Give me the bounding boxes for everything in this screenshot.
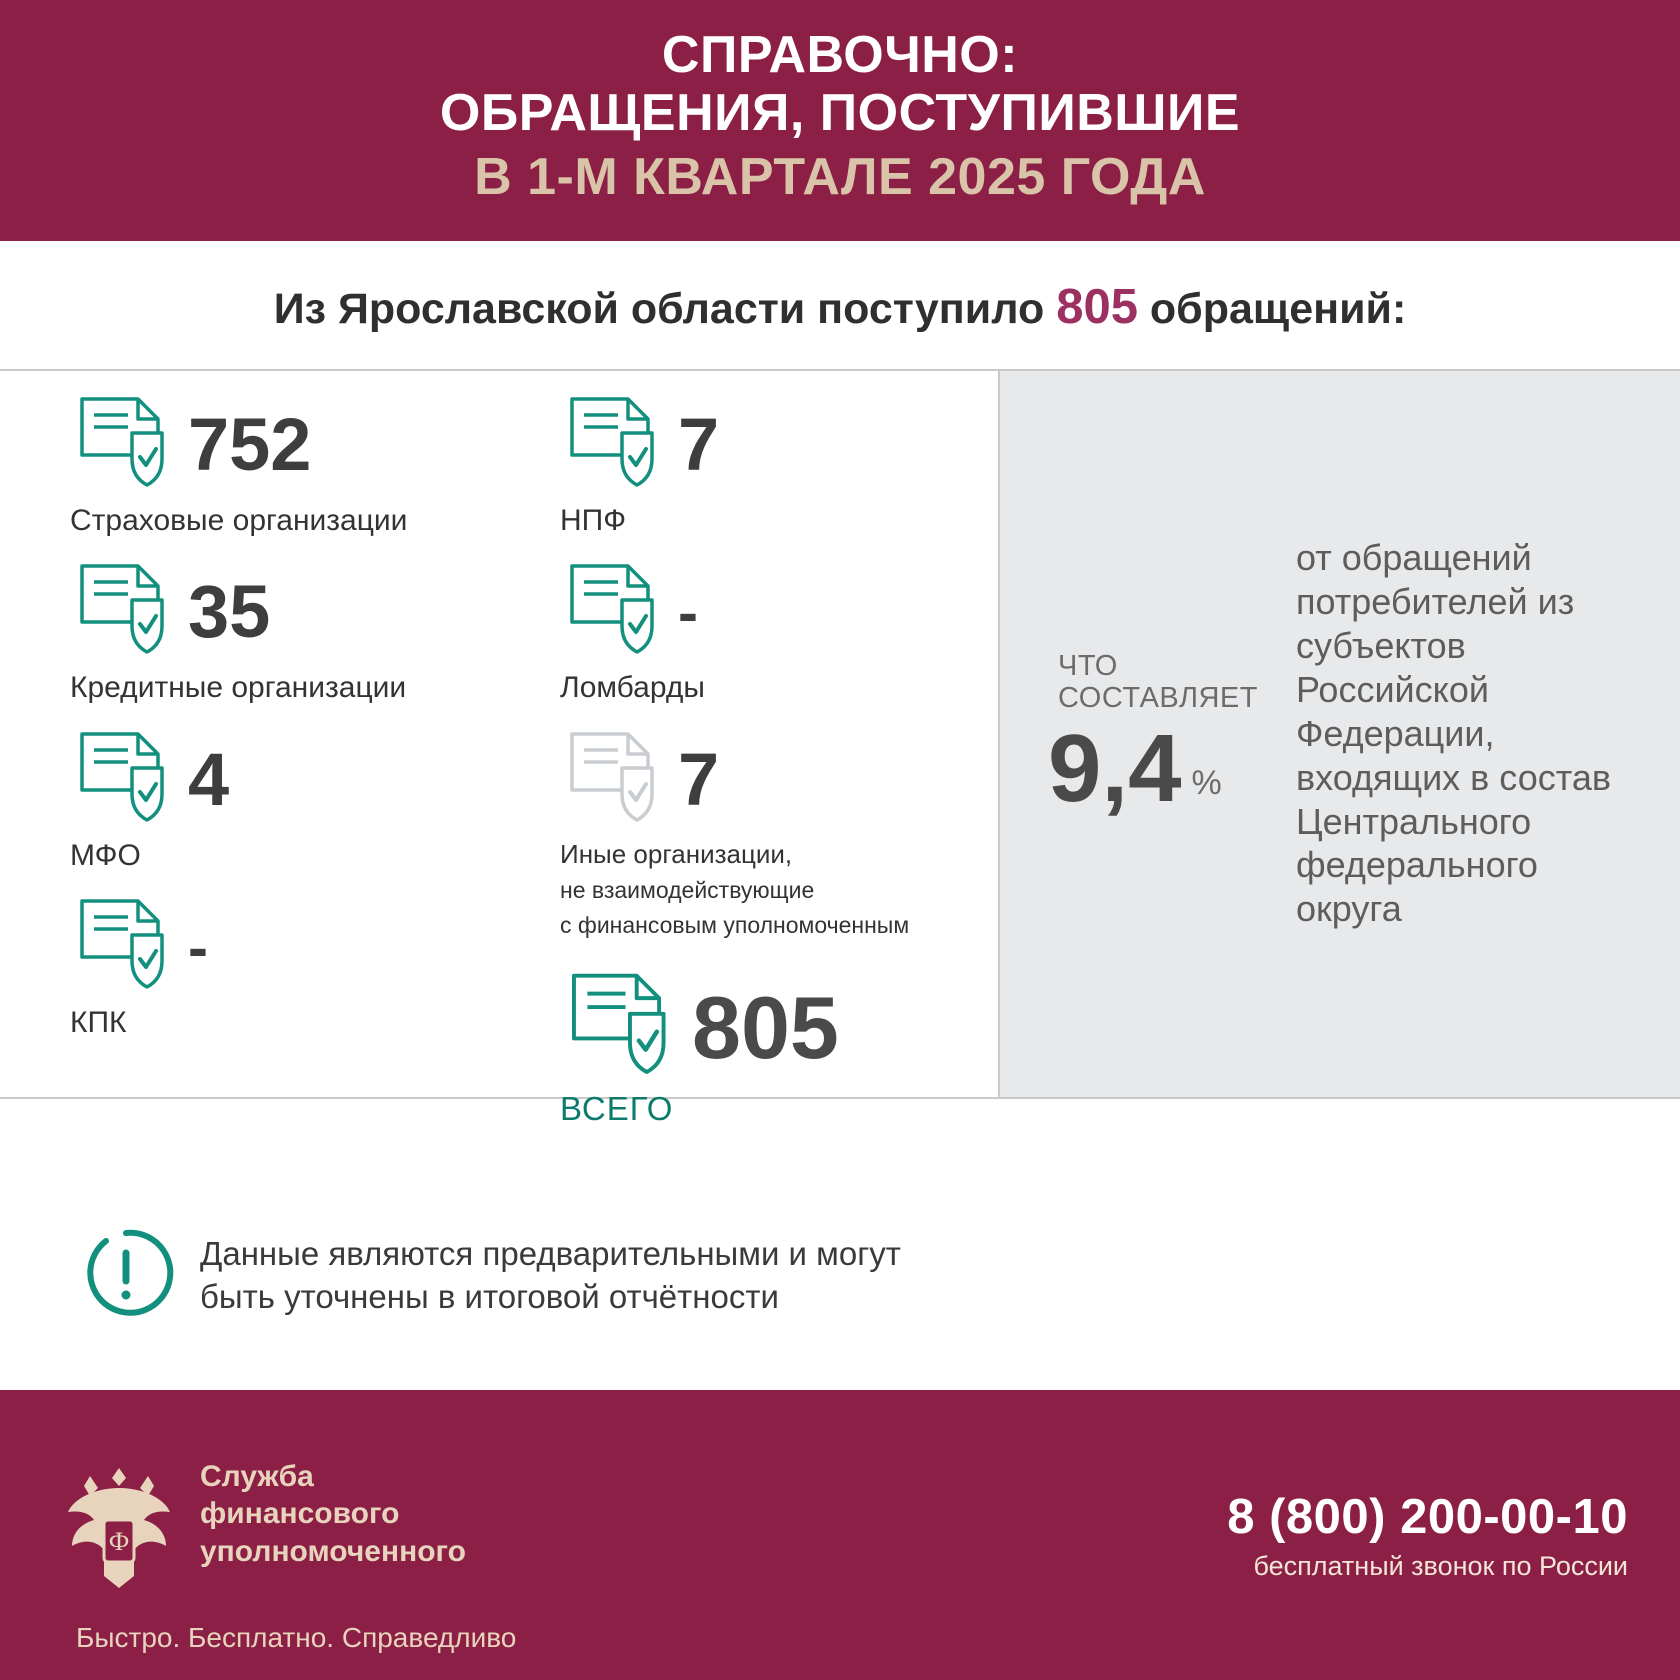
disclaimer-line-1: Данные являются предварительными и могут <box>200 1234 901 1272</box>
percent-sign: % <box>1191 763 1222 802</box>
stat-npf <box>560 393 990 539</box>
header-line-1: СПРАВОЧНО: <box>661 26 1019 84</box>
brand-line-1: Служба <box>200 1459 314 1493</box>
stat-credit-value: 35 <box>188 570 271 654</box>
document-shield-check-icon <box>70 895 178 1000</box>
share-description: от обращений потребителей из субъектов Российской Федерации, входящих в состав Центрального федерального округа <box>1296 537 1611 930</box>
document-shield-check-icon <box>560 969 682 1086</box>
share-caption-line2: СОСТАВЛЯЕТ <box>1058 681 1258 714</box>
stat-total <box>560 969 990 1128</box>
stat-pawnshops <box>560 560 990 706</box>
contact-block <box>1227 1489 1640 1582</box>
document-shield-check-icon <box>70 393 178 498</box>
exclamation-circle-icon <box>78 1225 174 1326</box>
stat-other-orgs-label-line3: с финансовым уполномоченным <box>560 911 910 938</box>
stat-total-label: ВСЕГО <box>560 1090 674 1128</box>
brand-line-3: уполномоченного <box>200 1534 466 1568</box>
poster-footer <box>0 1390 1680 1680</box>
stat-other-orgs-label-line2: не взаимодействующие <box>560 876 815 903</box>
stat-insurance-label: Страховые организации <box>70 503 408 537</box>
stat-other-orgs-label-line1: Иные организации, <box>560 838 793 869</box>
stat-total-value: 805 <box>692 978 839 1078</box>
brand-slogan: Быстро. Бесплатно. Справедливо <box>76 1622 517 1653</box>
stat-kpk-label: КПК <box>70 1006 127 1040</box>
phone-note: бесплатный звонок по России <box>1253 1550 1628 1581</box>
poster-header <box>0 0 1680 241</box>
stat-other-orgs <box>560 728 990 940</box>
stat-mfo-label: МФО <box>70 838 141 872</box>
stat-credit-label: Кредитные организации <box>70 671 407 705</box>
stat-credit <box>70 560 520 706</box>
subtitle-after: обращений: <box>1149 284 1407 333</box>
stat-pawnshops-label: Ломбарды <box>560 671 705 705</box>
header-line-2: ОБРАЩЕНИЯ, ПОСТУПИВШИЕ <box>439 84 1241 143</box>
stat-insurance <box>70 393 520 539</box>
share-value: 9,4 <box>1048 714 1182 822</box>
svg-text:Ф: Ф <box>108 1526 130 1556</box>
stat-pawnshops-value: - <box>678 578 698 646</box>
stat-other-orgs-value: 7 <box>678 737 720 821</box>
stats-column-primary <box>70 393 520 1063</box>
document-shield-check-icon <box>70 560 178 665</box>
statistics-panel <box>0 369 1680 1128</box>
stat-npf-label: НПФ <box>560 503 627 537</box>
share-value-block <box>1026 649 1276 822</box>
subtitle <box>14 279 1666 335</box>
share-caption-line1: ЧТО <box>1058 649 1118 682</box>
stat-mfo-value: 4 <box>188 737 230 821</box>
stat-mfo <box>70 728 520 874</box>
stat-kpk <box>70 895 520 1041</box>
document-shield-check-icon-muted <box>560 728 668 833</box>
stat-kpk-value: - <box>188 913 208 981</box>
document-shield-check-icon <box>70 728 178 833</box>
subtitle-before: Из Ярославской области поступило <box>273 284 1045 333</box>
share-panel <box>1000 371 1680 1097</box>
header-line-3: В 1-М КВАРТАЛЕ 2025 ГОДА <box>474 148 1206 207</box>
brand-block <box>60 1458 466 1613</box>
double-headed-eagle-emblem-icon <box>60 1458 178 1613</box>
subtitle-count: 805 <box>1056 279 1138 334</box>
stats-column-secondary <box>560 393 990 1151</box>
document-shield-check-icon <box>560 560 668 665</box>
document-shield-check-icon <box>560 393 668 498</box>
disclaimer-line-2: быть уточнены в итоговой отчётности <box>200 1278 779 1316</box>
phone-number[interactable]: 8 (800) 200-00-10 <box>1227 1489 1628 1544</box>
subtitle-section <box>0 241 1680 369</box>
stat-insurance-value: 752 <box>188 402 312 486</box>
disclaimer-text <box>200 1232 901 1319</box>
brand-name <box>200 1458 466 1571</box>
brand-line-2: финансового <box>200 1497 400 1530</box>
stat-npf-value: 7 <box>678 402 720 486</box>
statistics-left-panel <box>0 371 1000 1128</box>
